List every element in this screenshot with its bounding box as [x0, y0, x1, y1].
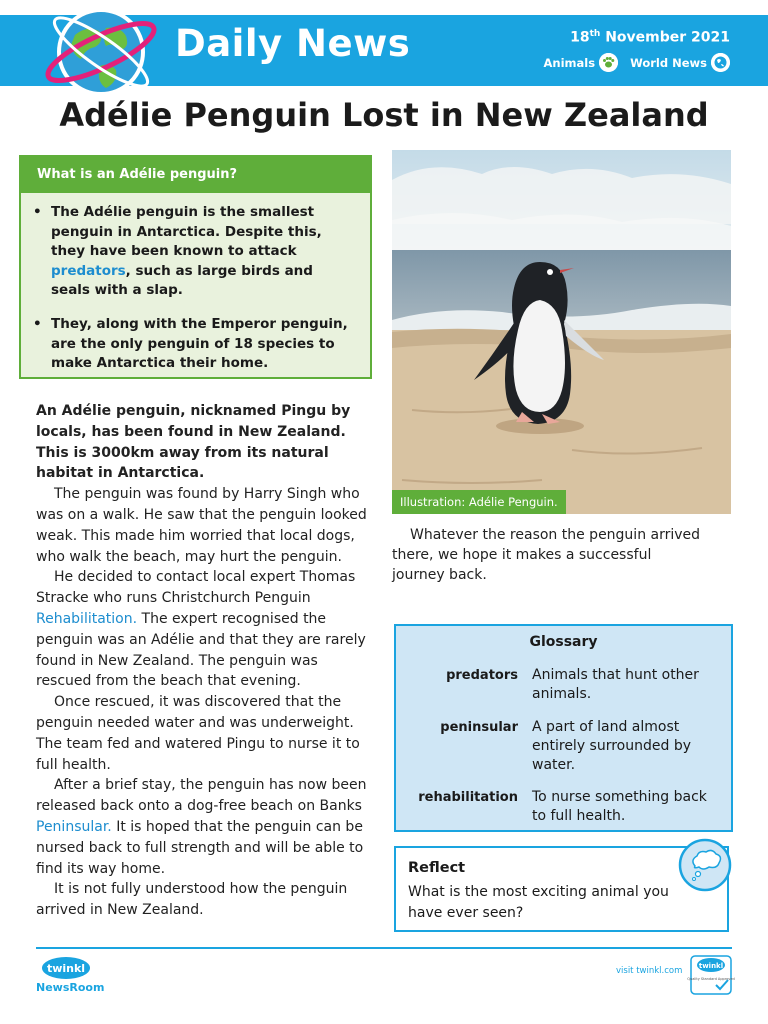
reflect-title: Reflect [408, 860, 466, 876]
twinkl-newsroom-logo[interactable] [34, 955, 112, 995]
glossary-definition: A part of land almost entirely surrounded by water. [532, 719, 691, 773]
category-world-news[interactable]: World News [630, 53, 730, 72]
article-paragraph: He decided to contact local expert Thomas Stracke who runs Christchurch Penguin Rehabilitation. The expert recognised the penguin was an Adélie and that they are rarely found in New Zealand. The penguin was rescued from the beach that evening. [36, 569, 366, 690]
logo-bottom-text: NewsRoom [36, 981, 105, 994]
paw-icon [599, 53, 618, 72]
glossary-term: predators [446, 668, 518, 683]
glossary-box [394, 624, 733, 832]
brand-title: Daily News [175, 22, 411, 65]
penguin-illustration [392, 150, 731, 514]
headline: Adélie Penguin Lost in New Zealand [59, 96, 709, 134]
closing-paragraph: Whatever the reason the penguin arrived there, we hope it makes a successful journey back. [392, 527, 701, 583]
badge-top-text: twinkl [698, 962, 724, 970]
footer-divider [36, 947, 732, 949]
issue-date: 18th November 2021 [570, 29, 730, 46]
logo-top-text: twinkl [46, 962, 86, 975]
predators-link[interactable]: predators [51, 262, 126, 279]
glossary-term: peninsular [440, 720, 518, 735]
illustration-caption: Illustration: Adélie Penguin. [392, 490, 566, 514]
info-box-title: What is an Adélie penguin? [21, 157, 370, 193]
globe-icon [711, 53, 730, 72]
glossary-definition: To nurse something back to full health. [532, 789, 707, 824]
category-tags [544, 53, 730, 72]
glossary-definition: Animals that hunt other animals. [532, 667, 699, 702]
article-body [36, 401, 376, 921]
glossary-title: Glossary [529, 634, 598, 650]
info-bullet-1: • The Adélie penguin is the smallest penguin in Antarctica. Despite this, they have been known to attack predators, such as large birds and seals with a slap. [33, 204, 322, 298]
article-intro: An Adélie penguin, nicknamed Pingu by locals, has been found in New Zealand. This is 3000km away from its natural habitat in Antarctica. [36, 403, 351, 482]
visit-link[interactable]: visit twinkl.com [616, 966, 683, 976]
glossary-term: rehabilitation [418, 790, 518, 805]
rehabilitation-link[interactable]: Rehabilitation. [36, 610, 138, 627]
quality-badge-icon [687, 955, 735, 995]
reflect-question: What is the most exciting animal you have ever seen? [408, 884, 669, 921]
category-animals[interactable]: Animals [544, 53, 619, 72]
article-paragraph: Once rescued, it was discovered that the penguin needed water and was underweight. The team fed and watered Pingu to nurse it to full health. [36, 694, 360, 773]
badge-bottom-text: Quality Standard Approved [687, 977, 735, 981]
article-paragraph: The penguin was found by Harry Singh who was on a walk. He saw that the penguin looked weak. This made him worried that local dogs, who walk the beach, may hurt the penguin. [36, 486, 367, 565]
article-paragraph: After a brief stay, the penguin has now been released back onto a dog-free beach on Banks Peninsular. It is hoped that the penguin can be nursed back to full strength and will be able to find its way home. [36, 777, 367, 877]
article-paragraph: It is not fully understood how the penguin arrived in New Zealand. [36, 881, 348, 919]
info-box [19, 155, 372, 379]
info-bullet-2: • They, along with the Emperor penguin, are the only penguin of 18 species to make Antarctica their home. [33, 316, 348, 371]
peninsular-link[interactable]: Peninsular. [36, 818, 112, 835]
thought-bubble-icon [678, 838, 732, 892]
globe-logo-icon [40, 0, 162, 102]
